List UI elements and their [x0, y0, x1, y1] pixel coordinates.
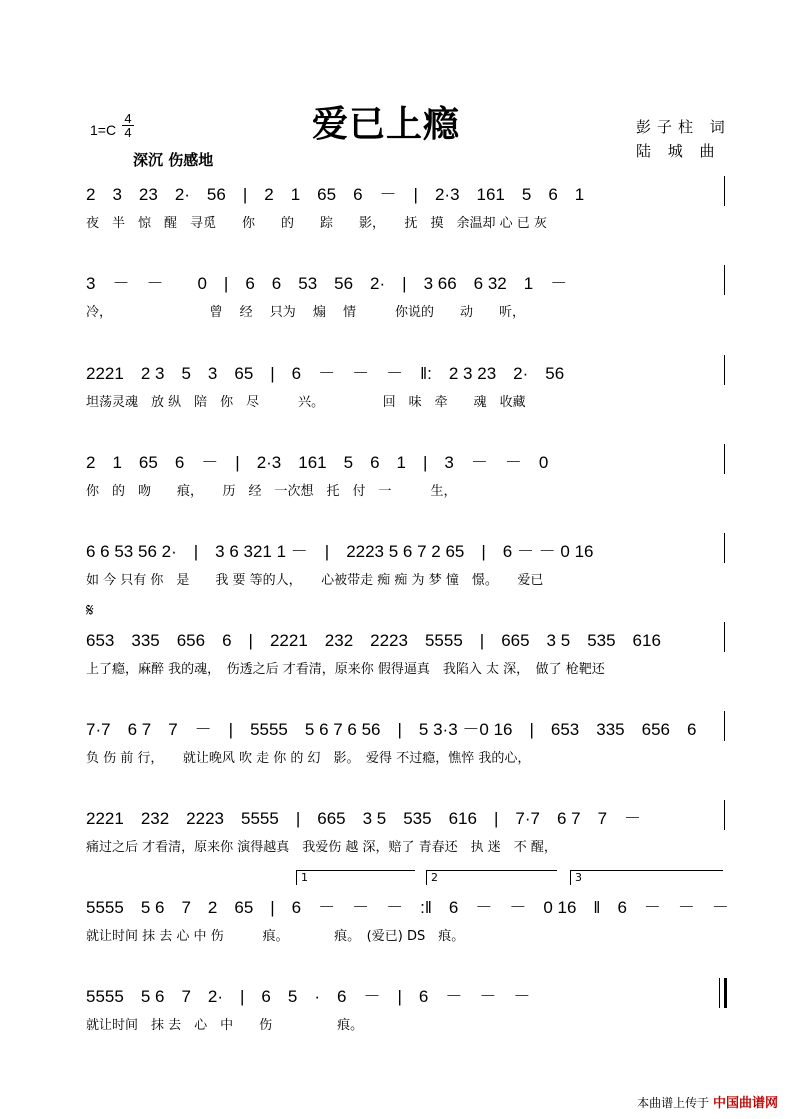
barline	[724, 176, 725, 206]
volta-2	[426, 870, 557, 885]
system-3-lyrics: 坦荡灵魂 放 纵 陪 你 尽 兴。 回 味 牵 魂 收藏	[86, 395, 526, 410]
system-3-notes: 2221 2 3 5 3 65 | 6 － － － ‖: 2 3 23 2· 56	[86, 364, 565, 383]
system-2-lyrics: 冷， 曾 经 只为 煽 情 你说的 动 听，	[86, 305, 526, 320]
system-5-notes: 6 6 53 56 2· | 3 6 321 1 － | 2223 5 6 7 2 65 | 6 － － 0 16	[86, 542, 594, 561]
system-8-notes: 2221 232 2223 5555 | 665 3 5 535 616 | 7·7 6 7 7 －	[86, 809, 642, 828]
barline	[724, 533, 725, 563]
meter-top: 4	[122, 112, 134, 126]
barline	[724, 355, 725, 385]
barline	[724, 622, 725, 652]
system-7-lyrics: 负 伤 前 行， 就让晚风 吹 走 你 的 幻 影。 爱得 不过瘾，憔悴 我的心，	[86, 751, 531, 766]
volta-3-label: 3	[575, 871, 582, 884]
system-6-lyrics: 上了瘾，麻醉 我的魂， 伤透之后 才看清，原来你 假得逼真 我陷入 太 深， 做了 枪靶还	[86, 662, 605, 677]
system-9-lyrics: 就让时间 抹 去 心 中 伤 痕。 痕。 (爱已) DS 痕。	[86, 929, 465, 944]
system-10-notes: 5555 5 6 7 2· | 6 5 · 6 － | 6 － － －	[86, 987, 531, 1006]
system-9-notes: 5555 5 6 7 2 65 | 6 － － － :‖ 6 － － 0 16 ‖ 6 － － －	[86, 898, 729, 917]
key-signature: 1=C	[90, 122, 117, 138]
composer-credit: 陆 城 曲	[636, 142, 721, 160]
volta-1	[296, 870, 415, 885]
final-barline	[724, 978, 727, 1008]
upload-credit-prefix: 本曲谱上传于	[637, 1096, 710, 1110]
system-4-notes: 2 1 65 6 － | 2·3 161 5 6 1 | 3 － － 0	[86, 453, 549, 472]
volta-2-label: 2	[431, 871, 438, 884]
barline	[724, 711, 725, 741]
system-8-lyrics: 痛过之后 才看清，原来你 演得越真 我爱伤 越 深，赔了 青春还 执 迷 不 醒，	[86, 840, 557, 855]
volta-3	[570, 870, 723, 885]
barline	[724, 800, 725, 830]
barline	[724, 265, 725, 295]
system-7-notes: 7·7 6 7 7 － | 5555 5 6 7 6 56 | 5 3·3 －0 16 | 653 335 656 6	[86, 720, 697, 739]
system-5-lyrics: 如 今 只有 你 是 我 要 等的人， 心被带走 痴 痴 为 梦 憧 憬。 爱已	[86, 573, 544, 588]
system-1-notes: 2 3 23 2· 56 | 2 1 65 6 － | 2·3 161 5 6 1	[86, 185, 585, 204]
meter-bottom: 4	[124, 125, 132, 140]
final-barline-thin	[719, 978, 720, 1008]
system-10-lyrics: 就让时间 抹 去 心 中 伤 痕。	[86, 1018, 364, 1033]
barline	[724, 444, 725, 474]
upload-credit	[637, 1092, 778, 1111]
site-logo: 中国曲谱网	[712, 1096, 778, 1111]
segno-sign: 𝄋	[86, 600, 94, 621]
lyricist-credit: 彭子柱 词	[636, 118, 731, 136]
system-1-lyrics: 夜 半 惊 醒 寻觅 你 的 踪 影， 抚 摸 余温却 心 已 灰	[86, 216, 547, 231]
tempo-mood: 深沉 伤感地	[133, 151, 214, 169]
volta-1-label: 1	[301, 871, 308, 884]
system-2-notes: 3 － － 0 | 6 6 53 56 2· | 3 66 6 32 1 －	[86, 274, 568, 293]
system-6-notes: 653 335 656 6 | 2221 232 2223 5555 | 665 3 5 535 616	[86, 631, 661, 650]
time-signature	[122, 112, 134, 139]
system-4-lyrics: 你 的 吻 痕， 历 经 一次想 托 付 一 生，	[86, 484, 457, 499]
song-title: 爱已上瘾	[312, 104, 461, 145]
